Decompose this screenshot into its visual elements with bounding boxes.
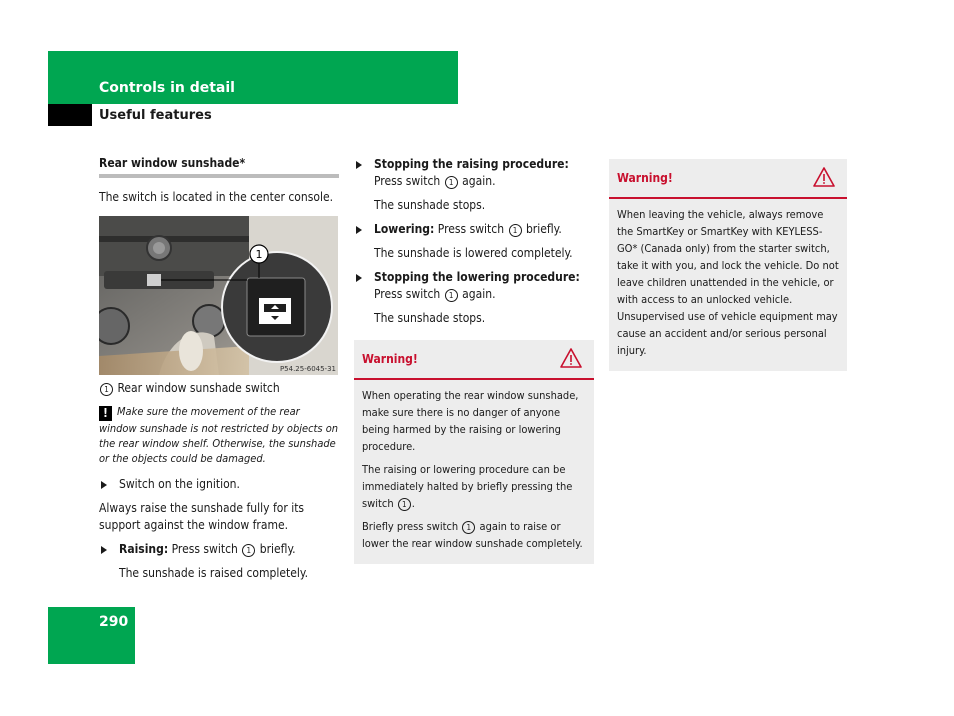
step-raising [99,541,339,558]
warning-box-sunshade [354,340,594,564]
caption-number: 1 [100,383,113,396]
warning-para-3-a: Briefly press switch [362,520,459,533]
caution-note [99,404,339,466]
step-ignition: Switch on the ignition. [99,476,339,493]
stop-raise-text-a: Press switch [374,174,441,188]
lowering-text-a: Press switch [437,222,505,236]
raising-result: The sunshade is raised completely. [119,566,309,580]
raising-text-a: Press switch [171,542,238,556]
caution-exclamation-icon: ! [99,406,112,421]
stop-lower-text-a: Press switch [374,287,441,301]
center-console-photo [99,216,338,375]
warning-body [609,199,847,371]
warning-box-smartkey [609,159,847,371]
warning-para-2-a: The raising or lowering procedure can be immediately halted by briefly pressing the switch [362,463,573,510]
stop-lower-text-b: again. [462,287,496,301]
warning-para-2 [362,461,586,512]
warning-para-1: When leaving the vehicle, always remove the SmartKey or SmartKey with KEYLESS-GO* (Canada only) from the starter switch, take it with you, and lock the vehicle. Do not leave children unattended in the vehicle, or with access to an unlocked vehicle. Unsupervised use of vehicle equipment may cause an accident and/or serious personal injury. [617,208,839,357]
warning-body [354,380,594,564]
warning-para-3 [362,518,586,552]
warning-title: Warning! [362,352,418,366]
chapter-title: Controls in detail [99,80,235,96]
stop-raise-number: 1 [445,176,458,189]
warning-para-1: When operating the rear window sunshade, make sure there is no danger of anyone being harmed by the raising or lowering procedure. [362,389,579,453]
stop-raise-result: The sunshade stops. [374,198,486,212]
section-title: Useful features [99,108,212,123]
raising-text-b: briefly. [259,542,296,556]
step-lowering [354,221,594,238]
raising-label: Raising: [119,542,169,556]
page-number: 290 [99,614,129,630]
raising-number: 1 [242,544,255,557]
lowering-label: Lowering: [374,222,435,236]
stop-raise-text-b: again. [462,174,496,188]
step-stop-raising [354,156,594,190]
stop-lower-label: Stopping the lowering procedure: [374,270,580,284]
figure-code: P54.25-6045-31 [279,365,336,373]
step-stop-lowering [354,269,594,303]
warning-triangle-icon [813,167,835,187]
stop-lower-number: 1 [445,289,458,302]
lowering-text-b: briefly. [525,222,562,236]
figure-caption [99,381,339,396]
stop-raise-label: Stopping the raising procedure: [374,157,569,171]
caption-text: Rear window sunshade switch [117,381,280,395]
warning-para-3-b: again to raise or lower the rear window sunshade completely. [362,520,583,550]
lowering-number: 1 [509,224,522,237]
figure-callout-number: 1 [255,248,263,261]
warning-para-2-b: . [411,497,415,510]
column-2 [354,156,594,564]
column-3 [609,159,847,371]
warning-header [609,159,847,199]
subsection-heading: Rear window sunshade* [99,156,339,178]
warning-para-3-number: 1 [462,521,475,534]
lowering-result: The sunshade is lowered completely. [374,246,573,260]
warning-title: Warning! [617,171,673,185]
header-band [48,51,458,104]
console-illustration [99,216,338,375]
stop-lower-result: The sunshade stops. [374,311,486,325]
intro-text: The switch is located in the center console. [99,190,334,204]
section-tab-marker [48,104,92,126]
warning-triangle-icon [560,348,582,368]
warning-para-2-number: 1 [398,498,411,511]
column-1 [99,156,339,589]
para-raise-fully: Always raise the sunshade fully for its support against the window frame. [99,501,305,532]
warning-header [354,340,594,380]
caution-note-text: Make sure the movement of the rear window sunshade is not restricted by objects on the rear window shelf. Otherwise, the sunshade or the objects could be damaged. [99,405,339,465]
